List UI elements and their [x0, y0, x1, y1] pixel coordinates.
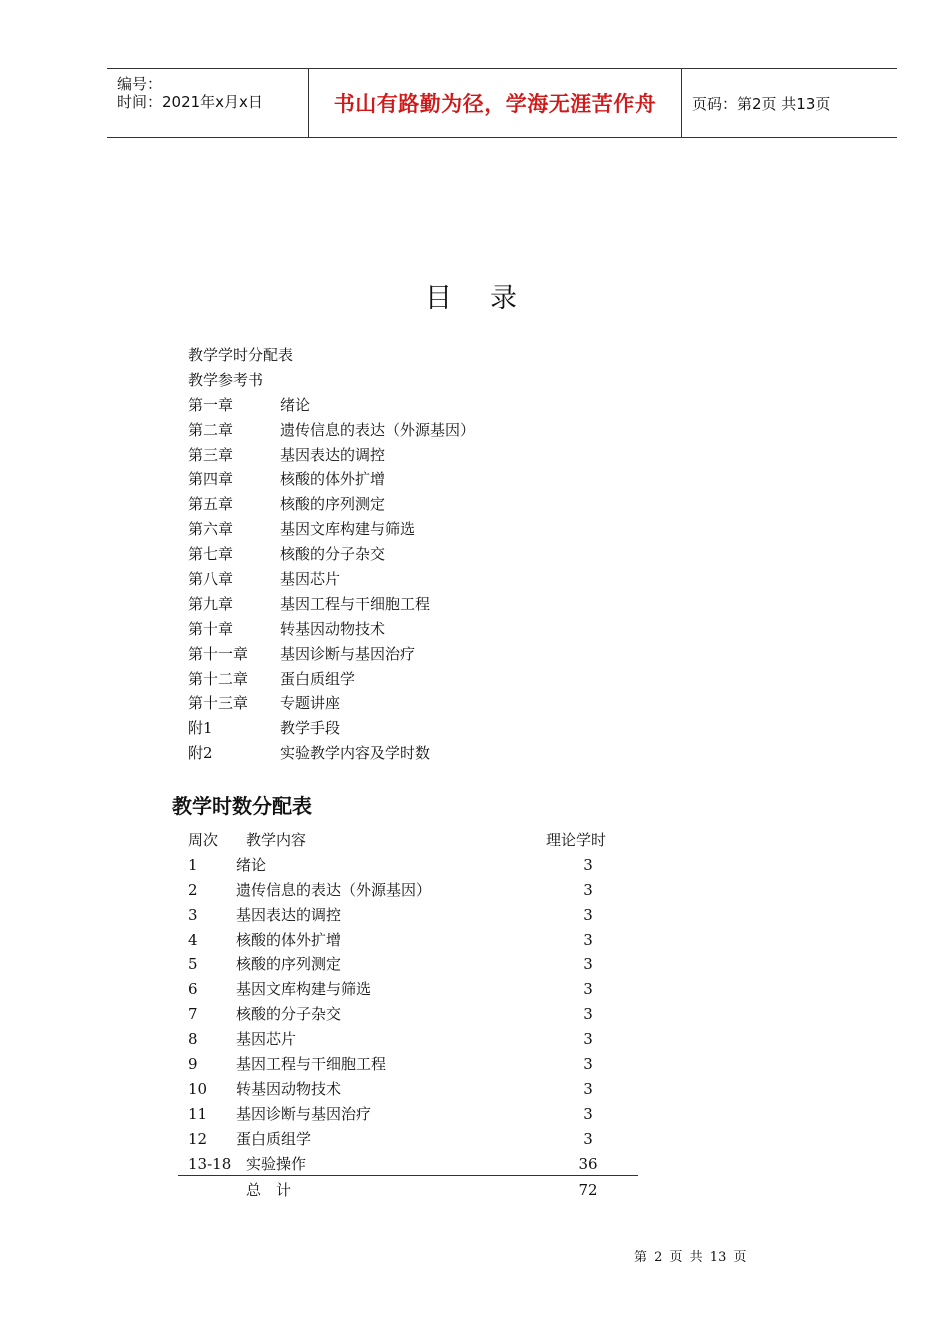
cell-hours: 3	[583, 980, 593, 999]
toc-item-number: 第一章	[188, 395, 234, 414]
cell-content: 基因工程与干细胞工程	[236, 1055, 387, 1074]
cell-content: 绪论	[236, 855, 267, 874]
cell-hours: 3	[583, 1005, 593, 1024]
cell-week: 12	[188, 1129, 208, 1148]
toc-item-number: 第五章	[188, 495, 234, 514]
table-row	[188, 1027, 638, 1052]
toc-item-title: 专题讲座	[280, 694, 341, 713]
header-motto: 书山有路勤为径，学海无涯苦作舟	[333, 92, 657, 116]
cell-week: 11	[188, 1104, 208, 1123]
table-row	[188, 1152, 638, 1177]
cell-hours: 3	[583, 1030, 593, 1049]
table-row	[188, 878, 638, 903]
cell-content: 实验操作	[246, 1154, 307, 1173]
table-row	[188, 903, 638, 928]
toc-item[interactable]	[188, 517, 475, 542]
toc-item[interactable]	[188, 492, 475, 517]
toc-item[interactable]	[188, 343, 475, 368]
header-page-info: 页码：第2页 共13页	[692, 94, 831, 113]
cell-content: 核酸的序列测定	[236, 955, 342, 974]
cell-hours: 3	[583, 1079, 593, 1098]
header-hours: 理论学时	[546, 831, 607, 849]
toc-item-number: 第四章	[188, 470, 234, 489]
cell-content: 基因表达的调控	[236, 905, 342, 924]
toc-item-title: 基因芯片	[280, 570, 341, 589]
schedule-title: 教学时数分配表	[172, 794, 312, 818]
cell-hours: 36	[578, 1154, 598, 1173]
toc-item-number: 附2	[188, 744, 213, 763]
toc-item-number: 第十三章	[188, 694, 249, 713]
toc-item-number: 第三章	[188, 445, 234, 464]
cell-week: 13-18	[188, 1154, 232, 1173]
toc-item[interactable]	[188, 716, 475, 741]
toc-item-title: 蛋白质组学	[280, 669, 356, 688]
toc-item-number: 第十章	[188, 619, 234, 638]
header-page-cell	[682, 69, 897, 137]
cell-content: 核酸的分子杂交	[236, 1005, 342, 1024]
cell-content: 基因文库构建与筛选	[236, 980, 372, 999]
cell-content: 蛋白质组学	[236, 1129, 312, 1148]
toc-item-title: 基因文库构建与筛选	[280, 520, 416, 539]
cell-week: 10	[188, 1079, 208, 1098]
toc-item[interactable]	[188, 667, 475, 692]
cell-hours: 3	[583, 880, 593, 899]
toc-item[interactable]	[188, 393, 475, 418]
cell-week: 8	[188, 1030, 198, 1049]
toc-item-title: 核酸的分子杂交	[280, 545, 386, 564]
toc-item[interactable]	[188, 741, 475, 766]
toc-item-number: 第七章	[188, 545, 234, 564]
page-footer: 第 2 页 共 13 页	[634, 1250, 747, 1265]
toc-item[interactable]	[188, 691, 475, 716]
toc-item-title: 实验教学内容及学时数	[280, 744, 431, 763]
toc-item-number: 第六章	[188, 520, 234, 539]
toc-item-number: 第二章	[188, 420, 234, 439]
table-row	[188, 928, 638, 953]
toc-item[interactable]	[188, 592, 475, 617]
toc-item-title: 绪论	[280, 395, 311, 414]
table-row	[188, 1002, 638, 1027]
cell-week: 2	[188, 880, 198, 899]
header-meta-cell	[107, 69, 309, 137]
table-row	[188, 1052, 638, 1077]
cell-week: 1	[188, 855, 198, 874]
header-motto-cell	[309, 69, 682, 137]
table-row	[188, 853, 638, 878]
toc-item-title: 转基因动物技术	[280, 619, 386, 638]
toc-item-number: 第八章	[188, 570, 234, 589]
table-row	[188, 952, 638, 977]
cell-week: 4	[188, 930, 198, 949]
toc-item[interactable]	[188, 542, 475, 567]
toc-item[interactable]	[188, 467, 475, 492]
total-hours: 72	[578, 1181, 598, 1199]
toc-item-title: 教学手段	[280, 719, 341, 738]
schedule-total-row	[188, 1178, 638, 1203]
table-row	[188, 1077, 638, 1102]
cell-hours: 3	[583, 855, 593, 874]
cell-hours: 3	[583, 1055, 593, 1074]
table-divider	[178, 1175, 638, 1176]
header-content: 教学内容	[246, 831, 307, 849]
total-label: 总 计	[246, 1181, 292, 1199]
toc-item-number: 第九章	[188, 594, 234, 613]
toc-item[interactable]	[188, 642, 475, 667]
toc-item-title: 核酸的序列测定	[280, 495, 386, 514]
document-time-label: 时间：2021年x月x日	[117, 93, 263, 111]
toc-item-title: 遗传信息的表达（外源基因）	[280, 420, 476, 439]
schedule-header-row	[188, 828, 638, 853]
cell-content: 遗传信息的表达（外源基因）	[236, 880, 432, 899]
toc-item[interactable]	[188, 567, 475, 592]
cell-week: 9	[188, 1055, 198, 1074]
cell-content: 基因诊断与基因治疗	[236, 1104, 372, 1123]
toc-item[interactable]	[188, 443, 475, 468]
cell-content: 转基因动物技术	[236, 1079, 342, 1098]
cell-hours: 3	[583, 930, 593, 949]
schedule-table	[188, 828, 638, 1176]
header-week: 周次	[188, 831, 219, 849]
cell-content: 核酸的体外扩增	[236, 930, 342, 949]
cell-hours: 3	[583, 1104, 593, 1123]
toc-item-number: 第十一章	[188, 644, 249, 663]
cell-week: 3	[188, 905, 198, 924]
cell-content: 基因芯片	[236, 1030, 297, 1049]
toc-item[interactable]	[188, 368, 475, 393]
toc-item-number: 教学参考书	[188, 370, 264, 389]
toc-item-title: 核酸的体外扩增	[280, 470, 386, 489]
toc-item-number: 第十二章	[188, 669, 249, 688]
table-row	[188, 1127, 638, 1152]
document-number-label: 编号：	[117, 75, 163, 93]
toc-item-number: 附1	[188, 719, 213, 738]
page-header	[107, 68, 897, 138]
cell-hours: 3	[583, 905, 593, 924]
toc-item-title: 基因表达的调控	[280, 445, 386, 464]
cell-week: 5	[188, 955, 198, 974]
toc-item[interactable]	[188, 617, 475, 642]
toc-item-title: 基因诊断与基因治疗	[280, 644, 416, 663]
toc-item[interactable]	[188, 418, 475, 443]
cell-hours: 3	[583, 955, 593, 974]
toc-item-title: 基因工程与干细胞工程	[280, 594, 431, 613]
toc-title: 目录	[425, 283, 555, 314]
toc-item-number: 教学学时分配表	[188, 346, 294, 364]
table-of-contents	[188, 343, 475, 766]
table-row	[188, 977, 638, 1002]
cell-week: 6	[188, 980, 198, 999]
table-row	[188, 1102, 638, 1127]
cell-week: 7	[188, 1005, 198, 1024]
cell-hours: 3	[583, 1129, 593, 1148]
